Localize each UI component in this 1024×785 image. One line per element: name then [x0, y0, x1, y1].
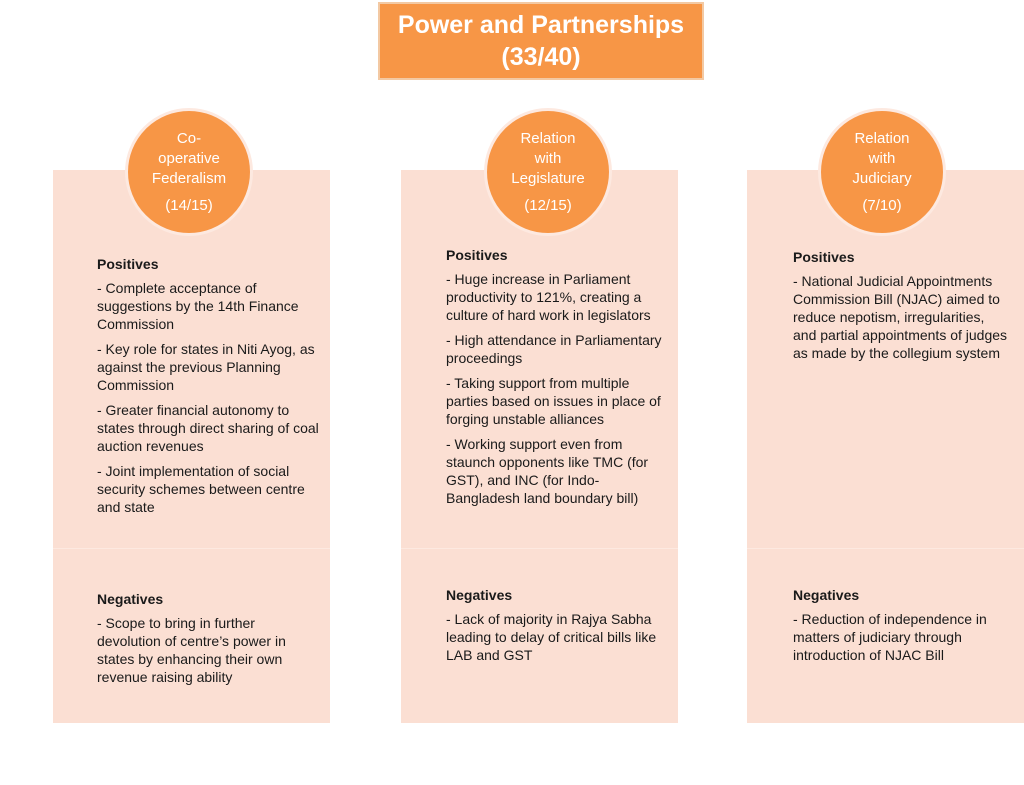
- panel-divider: [53, 548, 330, 549]
- positives-heading: Positives: [793, 249, 855, 265]
- title-line-1: Power and Partnerships: [397, 11, 685, 39]
- negatives-section: [97, 590, 319, 693]
- circle-name-line: Co-: [176, 129, 202, 147]
- list-item: - High attendance in Parliamentary proceedings: [446, 332, 662, 366]
- page-title: [378, 2, 704, 80]
- circle-name-line: with: [868, 149, 896, 167]
- list-item: - Joint implementation of social security schemes between centre and state: [97, 463, 305, 515]
- list-item: - Reduction of independence in matters of judiciary through introduction of NJAC Bill: [793, 611, 987, 663]
- list-item: - Taking support from multiple parties based on issues in place of forging unstable alliances: [446, 375, 661, 427]
- circle-name: [503, 129, 592, 189]
- list-item: - Lack of majority in Rajya Sabha leading to delay of critical bills like LAB and GST: [446, 611, 657, 663]
- circle-name: [144, 129, 234, 189]
- circle-score: (7/10): [862, 196, 902, 214]
- circle-name: [844, 129, 919, 189]
- list-item: - National Judicial Appointments Commission Bill (NJAC) aimed to reduce nepotism, irregularities, and partial appointments of judges as made by the collegium system: [793, 273, 1008, 361]
- positives-heading: Positives: [446, 247, 508, 263]
- circle-name-line: Legislature: [511, 169, 585, 187]
- circle-name-line: Federalism: [151, 169, 227, 187]
- panel-divider: [747, 548, 1024, 549]
- circle-score: (12/15): [524, 196, 572, 214]
- negatives-heading: Negatives: [446, 587, 513, 603]
- list-item: - Greater financial autonomy to states through direct sharing of coal auction revenues: [97, 402, 319, 454]
- negatives-heading: Negatives: [793, 587, 860, 603]
- circle-relation-with-legislature: [484, 108, 612, 236]
- title-line-2: (33/40): [501, 43, 581, 71]
- negatives-heading: Negatives: [97, 591, 164, 607]
- positives-section: [793, 248, 1011, 369]
- list-item: - Scope to bring in further devolution of centre’s power in states by enhancing their own revenue raising ability: [97, 615, 286, 685]
- list-item: - Key role for states in Niti Ayog, as against the previous Planning Commission: [97, 341, 315, 393]
- circle-name-line: operative: [158, 149, 220, 167]
- circle-name-line: with: [534, 149, 562, 167]
- circle-cooperative-federalism: [125, 108, 253, 236]
- circle-name-line: Relation: [854, 129, 910, 147]
- list-item: - Working support even from staunch opponents like TMC (for GST), and INC (for Indo-Bangladesh land boundary bill): [446, 436, 649, 506]
- circle-relation-with-judiciary: [818, 108, 946, 236]
- negatives-section: [446, 586, 668, 671]
- circle-name-line: Relation: [520, 129, 576, 147]
- positives-section: [97, 255, 319, 523]
- negatives-section: [793, 586, 1011, 671]
- circle-name-line: Judiciary: [852, 169, 912, 187]
- list-item: - Huge increase in Parliament productivity to 121%, creating a culture of hard work in legislators: [446, 271, 651, 323]
- list-item: - Complete acceptance of suggestions by the 14th Finance Commission: [97, 280, 299, 332]
- positives-heading: Positives: [97, 256, 159, 272]
- panel-divider: [401, 548, 678, 549]
- positives-section: [446, 246, 668, 514]
- circle-score: (14/15): [165, 196, 213, 214]
